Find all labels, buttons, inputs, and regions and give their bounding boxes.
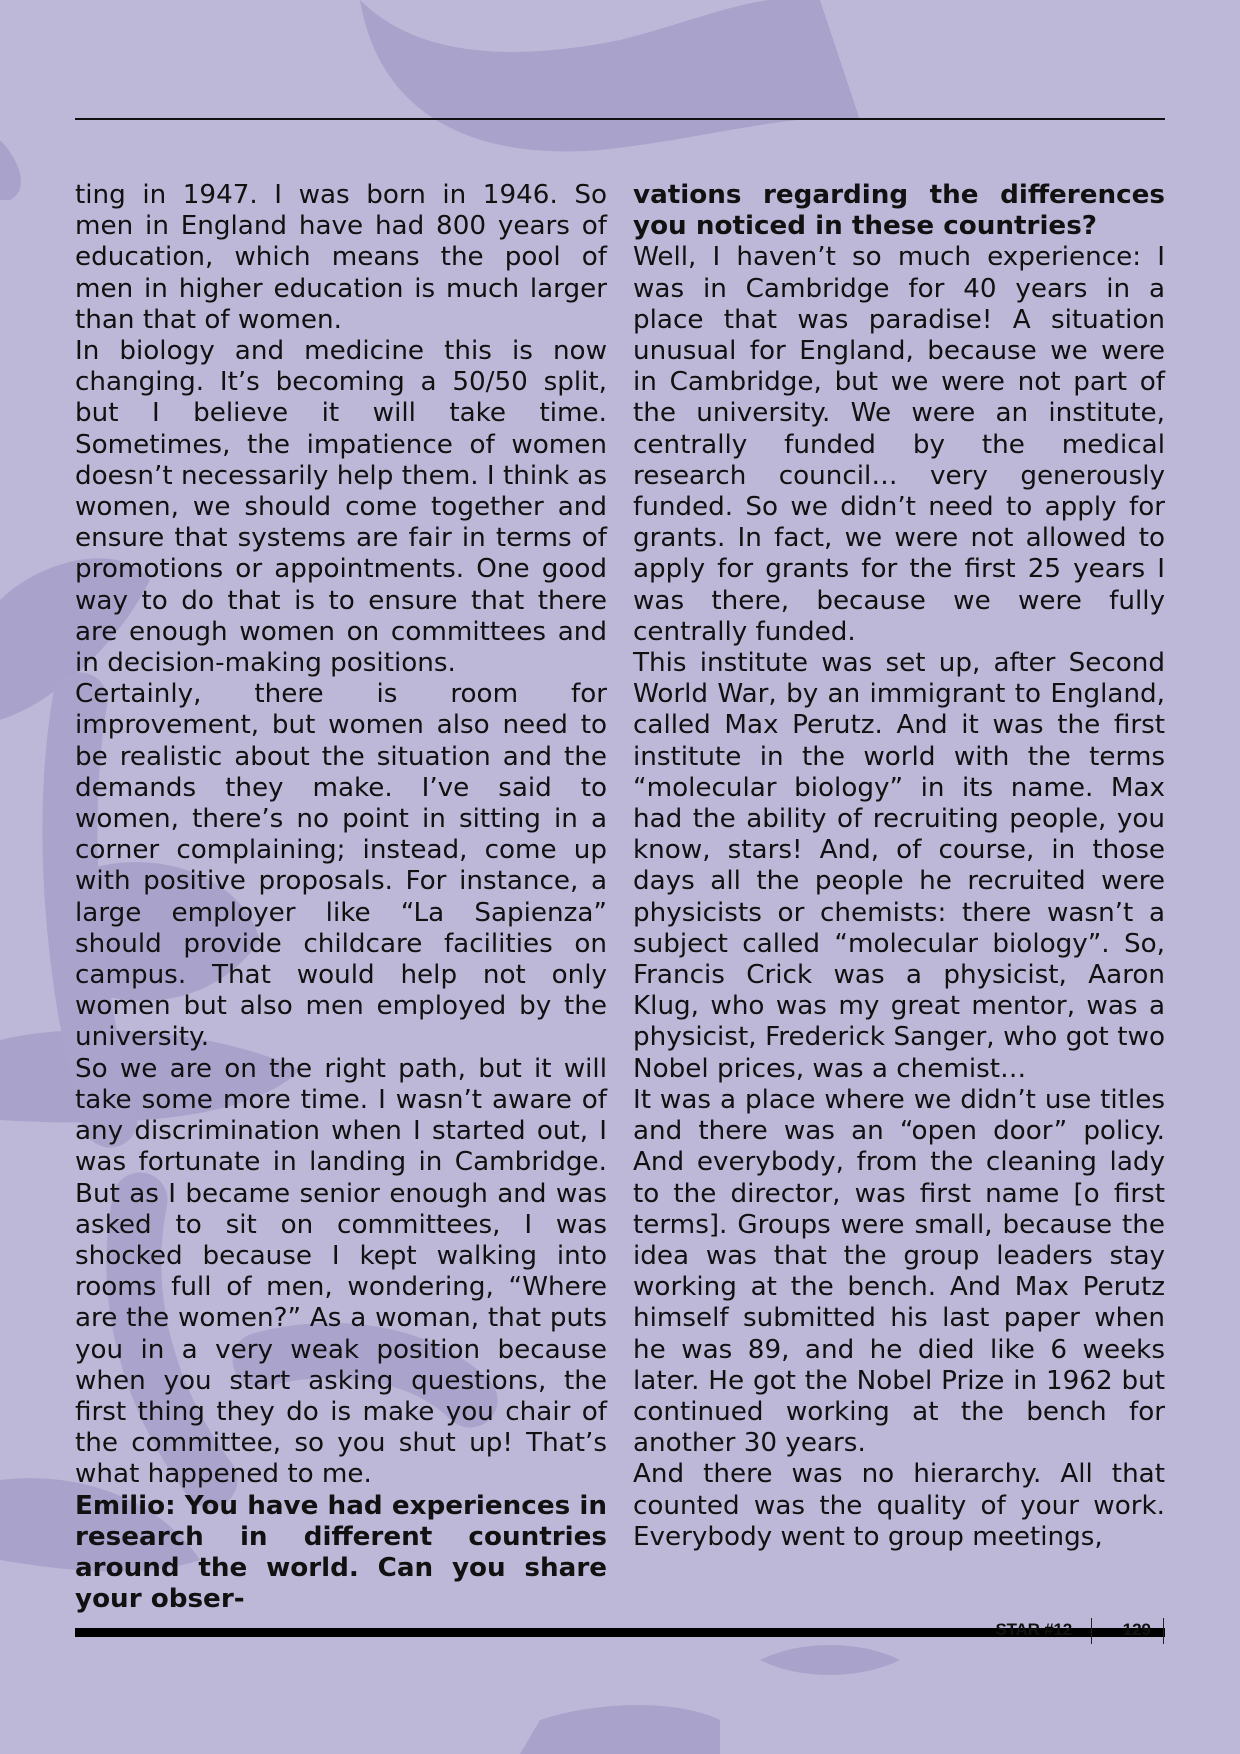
paragraph: This institute was set up, after Second World War, by an immigrant to England, called Max Perutz. And it was the first institute in the world with the terms “molecular biology” in its name. Max had the ability of recruiting people, you know, stars! And, of course, in those days all the people he recruited were physicists or chemists: there wasn’t a subject called “molecular biology”. So, Francis Crick was a physicist, Aaron Klug, who was my great mentor, was a physicist, Frederick Sanger, who got two Nobel prices, was a chemist… — [633, 648, 1165, 1084]
header-rule — [75, 118, 1165, 120]
paragraph: ting in 1947. I was born in 1946. So men in England have had 800 years of education, which means the pool of men in higher education is much larger than that of women. — [75, 180, 607, 335]
interview-question: Emilio: You have had experiences in research in different countries around the world. Can you share your obser- — [75, 1490, 607, 1615]
paragraph: And there was no hierarchy. All that counted was the quality of your work. Everybody went to group meetings, — [633, 1459, 1165, 1552]
article-column-left — [75, 180, 607, 1615]
paragraph: It was a place where we didn’t use titles and there was an “open door” policy. And everybody, from the cleaning lady to the director, was first name [o first terms]. Groups were small, because the idea was that the group leaders stay working at the bench. And Max Perutz himself submitted his last paper when he was 89, and he died like 6 weeks later. He got the Nobel Prize in 1962 but continued working at the bench for another 30 years. — [633, 1084, 1165, 1459]
page-number: 129 — [1122, 1620, 1151, 1639]
magazine-label: STAR #12 — [995, 1620, 1072, 1639]
interview-question: vations regarding the differences you noticed in these countries? — [633, 180, 1165, 242]
article-column-right — [633, 180, 1165, 1570]
footer-divider — [1163, 1618, 1164, 1644]
footer-divider — [1091, 1618, 1092, 1644]
paragraph: Certainly, there is room for improvement, but women also need to be realistic about the situation and the demands they make. I’ve said to women, there’s no point in sitting in a corner complaining; instead, come up with positive proposals. For instance, a large employer like “La Sapienza” should provide childcare facilities on campus. That would help not only women but also men employed by the university. — [75, 679, 607, 1053]
paragraph: In biology and medicine this is now changing. It’s becoming a 50/50 split, but I believe it will take time. Sometimes, the impatience of women doesn’t necessarily help them. I think as women, we should come together and ensure that systems are fair in terms of promotions or appointments. One good way to do that is to ensure that there are enough women on committees and in decision-making positions. — [75, 336, 607, 679]
page-footer — [0, 1618, 1240, 1648]
paragraph: Well, I haven’t so much experience: I was in Cambridge for 40 years in a place that was paradise! A situation unusual for England, because we were in Cambridge, but we were not part of the university. We were an institute, centrally funded by the medical research council… very generously funded. So we didn’t need to apply for grants. In fact, we were not allowed to apply for grants for the first 25 years I was there, because we were fully centrally funded. — [633, 242, 1165, 647]
paragraph: So we are on the right path, but it will take some more time. I wasn’t aware of any discrimination when I started out, I was fortunate in landing in Cambridge. But as I became senior enough and was asked to sit on committees, I was shocked because I kept walking into rooms full of men, wondering, “Where are the women?” As a woman, that puts you in a very weak position because when you start asking questions, the first thing they do is make you chair of the committee, so you shut up! That’s what happened to me. — [75, 1053, 607, 1490]
